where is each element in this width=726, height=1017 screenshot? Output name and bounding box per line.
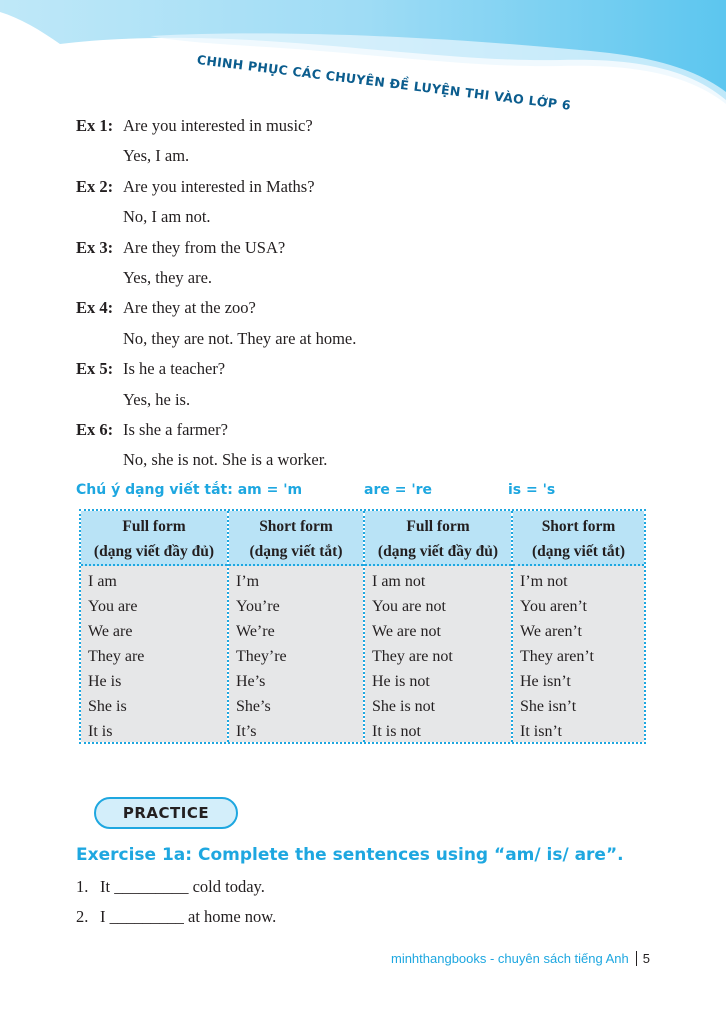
table-cell: They are [88, 648, 145, 665]
table-cell: We aren’t [520, 623, 582, 640]
table-cell: They’re [236, 648, 287, 665]
table-cell: You are [88, 598, 138, 615]
column-header [81, 511, 227, 566]
column-subtitle: (dạng viết tắt) [532, 543, 625, 560]
column-body [81, 566, 227, 742]
example-label: Ex 6: [76, 419, 114, 439]
column-header [513, 511, 644, 566]
table-column-full-positive [81, 511, 227, 742]
header-title: CHINH PHỤC CÁC CHUYÊN ĐỀ LUYỆN THI VÀO LỚP 6 [196, 52, 572, 113]
example-question: Is she a farmer? [123, 419, 228, 439]
exercise-item-text: It _________ cold today. [100, 877, 265, 896]
table-cell: We’re [236, 623, 275, 640]
table-cell: It is not [372, 723, 421, 740]
example-answer: Yes, I am. [123, 146, 190, 166]
example-answer: No, she is not. She is a worker. [123, 450, 328, 470]
table-cell: You’re [236, 598, 280, 615]
note-am: Chú ý dạng viết tắt: am = 'm [76, 482, 303, 498]
table-cell: She isn’t [520, 698, 577, 715]
practice-badge: PRACTICE [94, 797, 238, 829]
table-cell: It is [88, 723, 113, 740]
column-subtitle: (dạng viết đầy đủ) [377, 543, 499, 560]
example-label: Ex 5: [76, 359, 114, 379]
contraction-table [79, 509, 646, 744]
exercise-item-number: 2. [76, 907, 89, 926]
example-label: Ex 2: [76, 176, 114, 196]
header-wave-decoration [0, 0, 726, 110]
column-body [365, 566, 511, 742]
column-title: Short form [541, 518, 616, 535]
table-cell: It isn’t [520, 723, 562, 740]
column-header [229, 511, 363, 566]
table-cell: They are not [372, 648, 453, 665]
example-question: Is he a teacher? [123, 359, 226, 379]
table-cell: She’s [236, 698, 271, 715]
page-footer [391, 951, 650, 966]
table-cell: It’s [236, 723, 257, 740]
table-cell: He is not [372, 673, 430, 690]
column-title: Short form [259, 518, 333, 535]
table-column-full-negative [363, 511, 511, 742]
table-cell: You aren’t [520, 598, 587, 615]
exercise-item-number: 1. [76, 877, 89, 896]
table-column-short-positive [227, 511, 363, 742]
examples-section [76, 116, 676, 481]
table-cell: I am not [372, 573, 426, 590]
column-subtitle: (dạng viết đầy đủ) [93, 543, 215, 560]
column-body [229, 566, 363, 742]
footer-divider [636, 951, 637, 966]
example-answer: No, they are not. They are at home. [123, 328, 357, 348]
example-answer: Yes, he is. [123, 389, 191, 409]
table-cell: We are not [372, 623, 441, 640]
example-question: Are they at the zoo? [123, 298, 256, 318]
table-cell: I am [88, 573, 117, 590]
example-question: Are you interested in Maths? [123, 176, 315, 196]
table-cell: I’m [236, 573, 260, 590]
example-label: Ex 3: [76, 237, 114, 257]
note-are: are = 're [364, 482, 433, 498]
column-body [513, 566, 644, 742]
table-cell: He’s [236, 673, 266, 690]
table-cell: He isn’t [520, 673, 571, 690]
table-cell: You are not [372, 598, 446, 615]
footer-publisher: minhthangbooks - chuyên sách tiếng Anh [390, 951, 629, 966]
table-cell: We are [88, 623, 133, 640]
exercise-item [76, 907, 276, 927]
example-question: Are they from the USA? [123, 237, 286, 257]
note-is: is = 's [508, 482, 556, 498]
exercise-title: Exercise 1a: Complete the sentences using “am/ is/ are”. [76, 845, 624, 865]
table-cell: She is not [372, 698, 436, 715]
table-column-short-negative [511, 511, 644, 742]
example-question: Are you interested in music? [123, 116, 313, 135]
exercise-item [76, 877, 265, 897]
example-answer: No, I am not. [123, 207, 211, 227]
example-label: Ex 4: [76, 298, 114, 318]
table-cell: I’m not [520, 573, 568, 590]
contraction-note [76, 482, 676, 504]
column-title: Full form [406, 518, 470, 535]
page-number: 5 [642, 951, 650, 966]
table-cell: He is [88, 673, 122, 690]
exercise-item-text: I _________ at home now. [100, 907, 277, 926]
example-answer: Yes, they are. [123, 267, 213, 287]
table-cell: She is [88, 698, 127, 715]
table-cell: They aren’t [520, 648, 594, 665]
column-header [365, 511, 511, 566]
column-subtitle: (dạng viết tắt) [249, 543, 343, 560]
example-label: Ex 1: [76, 116, 114, 135]
column-title: Full form [122, 518, 186, 535]
